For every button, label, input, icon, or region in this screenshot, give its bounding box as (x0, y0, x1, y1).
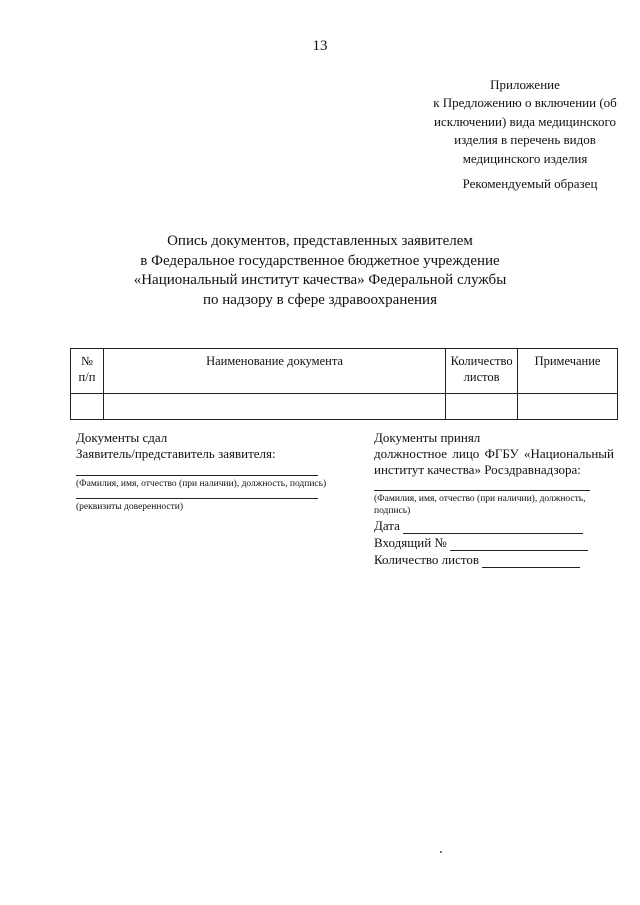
title-line: «Национальный институт качества» Федеральной службы (133, 272, 507, 288)
appendix-line: исключении) вида медицинского (434, 113, 616, 129)
title-line: Опись документов, представленных заявителем (167, 233, 473, 249)
appendix-note (400, 76, 640, 168)
incoming-number-blank[interactable] (450, 537, 588, 551)
power-of-attorney-caption: (реквизиты доверенности) (76, 502, 184, 512)
date-label: Дата (374, 518, 400, 533)
table-row (71, 394, 618, 420)
appendix-line: к Предложению о включении (об (433, 95, 617, 111)
column-header-document-name: Наименование документа (103, 349, 445, 394)
column-header-number (71, 349, 104, 394)
document-title (100, 232, 540, 310)
signature-caption: подпись) (374, 506, 411, 516)
incoming-number-field[interactable] (374, 535, 614, 551)
documents-table (70, 348, 618, 420)
title-line: по надзору в сфере здравоохранения (203, 291, 437, 308)
signature-caption: (Фамилия, имя, отчество (при наличии), должность, подпись) (76, 479, 327, 489)
table-cell (103, 394, 445, 420)
column-header-sheet-count (446, 349, 518, 394)
appendix-line: медицинского изделия (462, 150, 588, 166)
received-block (374, 430, 614, 568)
table-cell (446, 394, 518, 420)
header-text: Количество (450, 354, 513, 368)
submitted-role: Заявитель/представитель заявителя: (76, 446, 276, 461)
page-number: 13 (312, 38, 328, 54)
table-cell (71, 394, 104, 420)
sample-label: Рекомендуемый образец (462, 176, 598, 191)
header-text: п/п (78, 370, 96, 384)
sheet-count-blank[interactable] (482, 554, 580, 568)
submitted-heading: Документы сдал (76, 430, 168, 445)
date-field[interactable] (374, 518, 614, 534)
power-of-attorney-line (76, 498, 318, 499)
submitted-block (76, 430, 366, 513)
header-text: листов (463, 370, 500, 384)
incoming-number-label: Входящий № (374, 535, 447, 550)
sheet-count-label: Количество листов (374, 552, 480, 567)
scan-speck (440, 851, 442, 853)
signature-line (374, 490, 590, 491)
appendix-line: изделия в перечень видов (454, 132, 596, 148)
signature-caption: (Фамилия, имя, отчество (при наличии), должность, (374, 494, 586, 504)
table-header-row (71, 349, 618, 394)
table-cell (518, 394, 618, 420)
date-blank[interactable] (403, 520, 583, 534)
sheet-count-field[interactable] (374, 552, 614, 568)
title-line: в Федеральное государственное бюджетное учреждение (140, 252, 500, 269)
column-header-note: Примечание (518, 349, 618, 394)
appendix-line: Приложение (490, 77, 560, 92)
received-heading: Документы принял (374, 430, 481, 445)
received-role-line: должностное лицо ФГБУ «Национальный (374, 446, 614, 461)
received-role-line: институт качества» Росздравнадзора: (374, 462, 581, 477)
header-text: № (81, 354, 93, 368)
signature-line (76, 475, 318, 476)
